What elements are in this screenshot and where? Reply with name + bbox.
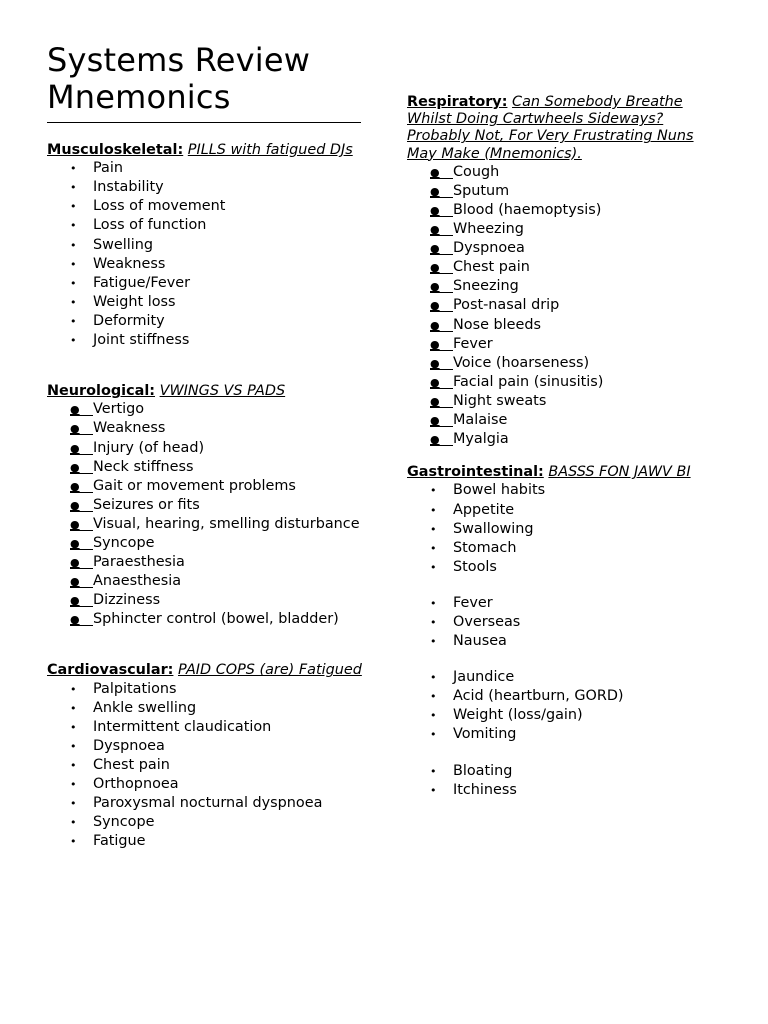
section-name: Gastrointestinal: — [407, 464, 544, 481]
list-item — [47, 756, 367, 775]
list-item-text: Swelling — [93, 236, 154, 253]
list-item — [47, 680, 367, 699]
list-item — [407, 220, 727, 239]
list-item — [47, 572, 367, 591]
list-item-text: Gait or movement problems — [93, 477, 296, 494]
section-mnemonic: PILLS with fatigued DJs — [187, 142, 353, 158]
bullet-icon: ● — [430, 204, 440, 217]
section-name: Musculoskeletal: — [47, 142, 184, 158]
bullet-icon: • — [430, 671, 437, 685]
list-item — [47, 331, 367, 350]
bullet-icon: ● — [70, 517, 80, 531]
bullet-icon: • — [70, 739, 77, 753]
list-item — [407, 373, 727, 392]
list-item — [47, 610, 367, 629]
bullet-icon: ● — [70, 460, 80, 474]
bullet-icon: ● — [70, 498, 80, 512]
list-item-text: Sneezing — [453, 278, 519, 295]
list-item — [47, 515, 367, 534]
bullet-icon: ● — [70, 556, 80, 570]
symptom-list — [407, 163, 727, 449]
list-item-text: Sphincter control (bowel, bladder) — [93, 611, 339, 628]
bullet-icon: • — [70, 295, 77, 309]
bullet-underline — [430, 216, 453, 217]
bullet-icon: ● — [70, 479, 80, 493]
list-item-text: Syncope — [93, 814, 155, 831]
list-item-text: Stools — [453, 558, 497, 575]
bullet-underline — [70, 473, 93, 474]
section-cardiovascular — [47, 662, 367, 851]
list-item-text: Visual, hearing, smelling disturbance — [93, 515, 360, 532]
list-item — [47, 813, 367, 832]
section-mnemonic: VWINGS VS PADS — [159, 383, 286, 400]
list-item — [407, 182, 727, 201]
bullet-underline — [70, 415, 93, 416]
list-item-text: Instability — [93, 179, 164, 196]
bullet-icon: • — [70, 314, 77, 328]
list-item — [407, 354, 727, 373]
title-divider — [47, 122, 361, 123]
bullet-underline — [430, 235, 453, 236]
bullet-icon: ● — [430, 433, 440, 447]
symptom-list — [407, 762, 727, 800]
list-item — [407, 632, 727, 651]
bullet-icon: • — [70, 720, 77, 734]
list-item-text: Anaesthesia — [93, 573, 182, 590]
list-item-text: Weight (loss/gain) — [453, 707, 583, 724]
bullet-icon: ● — [430, 223, 440, 237]
list-item — [47, 274, 367, 293]
list-item — [47, 312, 367, 331]
bullet-underline — [430, 273, 453, 274]
symptom-groups — [407, 481, 727, 799]
bullet-icon: • — [70, 181, 77, 195]
list-item-text: Myalgia — [453, 431, 509, 448]
bullet-underline — [70, 530, 93, 531]
list-item — [47, 534, 367, 553]
list-item — [407, 558, 727, 577]
bullet-icon: • — [430, 522, 437, 536]
list-item — [47, 159, 367, 178]
bullet-icon: ● — [430, 394, 440, 408]
list-item — [47, 197, 367, 216]
bullet-underline — [430, 331, 453, 332]
list-item-text: Fever — [453, 335, 493, 352]
symptom-list — [407, 668, 727, 744]
bullet-icon: • — [70, 778, 77, 792]
bullet-underline — [430, 254, 453, 255]
bullet-icon: • — [70, 219, 77, 233]
bullet-icon: ● — [430, 242, 440, 256]
bullet-underline — [430, 407, 453, 408]
bullet-icon: • — [70, 797, 77, 811]
list-item-text: Injury (of head) — [93, 439, 205, 456]
bullet-icon: ● — [430, 184, 440, 198]
list-item-text: Palpitations — [93, 680, 177, 697]
bullet-icon: • — [70, 238, 77, 252]
bullet-icon: • — [430, 615, 437, 629]
left-column — [47, 142, 367, 852]
list-item-text: Wheezing — [453, 221, 524, 238]
bullet-icon: • — [430, 503, 437, 517]
list-item — [407, 239, 727, 258]
list-item-text: Jaundice — [453, 669, 515, 686]
page-title: Systems Review Mnemonics — [47, 41, 311, 116]
list-item — [407, 258, 727, 277]
section-heading — [47, 142, 367, 159]
list-item-text: Loss of function — [93, 217, 207, 234]
list-item-text: Chest pain — [93, 757, 170, 774]
bullet-icon: • — [70, 257, 77, 271]
section-heading — [407, 464, 727, 481]
bullet-icon: ● — [430, 318, 440, 332]
list-item-text: Dizziness — [93, 592, 161, 609]
list-item-text: Weakness — [93, 255, 166, 272]
list-item-text: Fatigue — [93, 833, 146, 850]
bullet-icon: ● — [70, 403, 80, 417]
bullet-icon: • — [70, 835, 77, 849]
list-item-text: Cough — [453, 163, 500, 180]
bullet-icon: • — [430, 635, 437, 649]
list-item — [407, 520, 727, 539]
bullet-underline — [70, 568, 93, 569]
bullet-underline — [430, 369, 453, 370]
bullet-underline — [70, 492, 93, 493]
bullet-icon: ● — [430, 299, 440, 313]
bullet-icon: ● — [430, 414, 440, 428]
bullet-underline — [430, 426, 453, 427]
bullet-icon: ● — [70, 537, 80, 550]
bullet-icon: ● — [430, 375, 440, 389]
list-item-text: Acid (heartburn, GORD) — [453, 688, 624, 705]
list-item — [47, 775, 367, 794]
symptom-list — [407, 594, 727, 651]
bullet-icon: ● — [70, 594, 80, 608]
list-item-text: Overseas — [453, 613, 521, 630]
list-item — [47, 216, 367, 235]
symptom-list — [47, 680, 367, 852]
bullet-icon: • — [70, 682, 77, 696]
list-item-text: Ankle swelling — [93, 699, 197, 716]
list-item — [407, 613, 727, 632]
bullet-underline — [430, 311, 453, 312]
section-heading — [407, 94, 727, 163]
list-item-text: Orthopnoea — [93, 776, 179, 793]
list-item-text: Vertigo — [93, 401, 145, 418]
list-item-text: Weight loss — [93, 293, 176, 310]
bullet-underline — [430, 292, 453, 293]
list-item-text: Syncope — [93, 535, 155, 551]
list-item-text: Swallowing — [453, 520, 534, 537]
list-item-text: Nausea — [453, 633, 507, 650]
bullet-icon: • — [430, 783, 437, 797]
list-item — [47, 419, 367, 438]
list-item-text: Pain — [93, 160, 123, 177]
bullet-icon: • — [430, 560, 437, 574]
list-item — [47, 236, 367, 255]
list-item-text: Deformity — [93, 312, 165, 329]
group-spacer — [407, 651, 727, 668]
section-name: Neurological: — [47, 383, 156, 400]
list-item — [407, 687, 727, 706]
bullet-underline — [430, 178, 453, 179]
bullet-icon: • — [430, 541, 437, 555]
list-item — [47, 400, 367, 419]
section-respiratory — [407, 94, 727, 449]
list-item — [407, 706, 727, 725]
list-item — [47, 591, 367, 610]
bullet-underline — [70, 549, 93, 550]
list-item — [47, 718, 367, 737]
bullet-icon: • — [70, 334, 77, 348]
bullet-icon: • — [430, 728, 437, 742]
list-item — [47, 255, 367, 274]
bullet-icon: ● — [430, 356, 440, 370]
bullet-icon: • — [430, 690, 437, 704]
section-neurological — [47, 383, 367, 629]
list-item-text: Neck stiffness — [93, 458, 194, 475]
section-gastrointestinal — [407, 464, 727, 800]
bullet-icon: ● — [430, 337, 440, 351]
bullet-icon: ● — [430, 280, 440, 294]
list-item-text: Facial pain (sinusitis) — [453, 373, 604, 390]
section-mnemonic: PAID COPS (are) Fatigued — [178, 662, 362, 679]
section-name: Respiratory: — [407, 94, 508, 110]
list-item — [47, 794, 367, 813]
list-item — [47, 477, 367, 496]
bullet-icon: • — [70, 701, 77, 715]
section-name: Cardiovascular: — [47, 662, 174, 679]
symptom-list — [407, 481, 727, 576]
bullet-icon: ● — [70, 422, 80, 436]
bullet-icon: ● — [70, 441, 80, 455]
list-item — [407, 501, 727, 520]
list-item-text: Chest pain — [453, 259, 530, 276]
list-item-text: Stomach — [453, 539, 517, 556]
group-spacer — [407, 577, 727, 594]
bullet-underline — [70, 511, 93, 512]
section-heading — [47, 383, 367, 400]
list-item-text: Fatigue/Fever — [93, 274, 191, 291]
list-item — [407, 277, 727, 296]
list-item — [407, 392, 727, 411]
list-item-text: Sputum — [453, 182, 510, 199]
list-item-text: Vomiting — [453, 726, 517, 743]
list-item-text: Voice (hoarseness) — [453, 354, 590, 371]
section-musculoskeletal — [47, 142, 367, 350]
bullet-underline — [430, 445, 453, 446]
list-item-text: Paraesthesia — [93, 554, 185, 571]
symptom-list — [47, 400, 367, 629]
list-item-text: Dyspnoea — [93, 737, 165, 754]
list-item — [407, 430, 727, 449]
bullet-icon: • — [430, 484, 437, 498]
bullet-icon: • — [70, 816, 77, 830]
list-item — [47, 832, 367, 851]
bullet-icon: • — [70, 162, 77, 176]
right-column — [407, 94, 727, 800]
list-item-text: Fever — [453, 594, 493, 611]
list-item-text: Dyspnoea — [453, 240, 525, 257]
list-item — [407, 725, 727, 744]
bullet-icon: • — [430, 709, 437, 723]
bullet-underline — [430, 350, 453, 351]
list-item — [47, 553, 367, 572]
list-item — [407, 335, 727, 354]
list-item-text: Night sweats — [453, 392, 547, 409]
bullet-icon: ● — [70, 613, 80, 627]
section-mnemonic: Can Somebody Breathe Whilst Doing Cartwheels Sideways? Probably Not, For Very Frustrating Nuns May Make (Mnemonics). — [407, 94, 694, 162]
bullet-underline — [70, 434, 93, 435]
list-item — [47, 699, 367, 718]
list-item-text: Blood (haemoptysis) — [453, 202, 602, 218]
list-item — [47, 293, 367, 312]
list-item-text: Bloating — [453, 762, 513, 779]
bullet-icon: • — [430, 596, 437, 610]
list-item — [407, 481, 727, 500]
list-item — [407, 411, 727, 430]
list-item — [407, 781, 727, 800]
bullet-underline — [70, 587, 93, 588]
bullet-underline — [70, 606, 93, 607]
bullet-icon: ● — [70, 575, 80, 589]
bullet-underline — [70, 625, 93, 626]
list-item — [407, 201, 727, 220]
list-item — [407, 668, 727, 687]
bullet-icon: • — [70, 276, 77, 290]
list-item-text: Appetite — [453, 501, 515, 518]
bullet-underline — [70, 454, 93, 455]
bullet-underline — [430, 197, 453, 198]
list-item — [407, 163, 727, 182]
list-item-text: Weakness — [93, 420, 166, 437]
list-item — [407, 316, 727, 335]
bullet-icon: • — [70, 759, 77, 773]
list-item — [407, 762, 727, 781]
section-heading — [47, 662, 367, 679]
list-item-text: Paroxysmal nocturnal dyspnoea — [93, 795, 323, 812]
bullet-underline — [430, 388, 453, 389]
list-item-text: Loss of movement — [93, 198, 226, 215]
list-item-text: Bowel habits — [453, 482, 546, 499]
list-item — [407, 594, 727, 613]
list-item-text: Post-nasal drip — [453, 297, 560, 314]
group-spacer — [407, 745, 727, 762]
list-item-text: Seizures or fits — [93, 496, 200, 513]
list-item — [407, 296, 727, 315]
list-item — [47, 439, 367, 458]
list-item — [407, 539, 727, 558]
list-item-text: Nose bleeds — [453, 316, 541, 333]
list-item-text: Intermittent claudication — [93, 718, 272, 735]
list-item-text: Itchiness — [453, 781, 517, 798]
list-item — [47, 178, 367, 197]
list-item — [47, 496, 367, 515]
bullet-icon: ● — [430, 165, 440, 179]
bullet-icon: ● — [430, 261, 440, 275]
list-item-text: Joint stiffness — [93, 332, 190, 349]
list-item-text: Malaise — [453, 412, 508, 429]
bullet-icon: • — [70, 200, 77, 214]
list-item — [47, 458, 367, 477]
list-item — [47, 737, 367, 756]
section-mnemonic: BASSS FON JAWV BI — [548, 464, 691, 481]
bullet-icon: • — [430, 764, 437, 778]
symptom-list — [47, 159, 367, 350]
